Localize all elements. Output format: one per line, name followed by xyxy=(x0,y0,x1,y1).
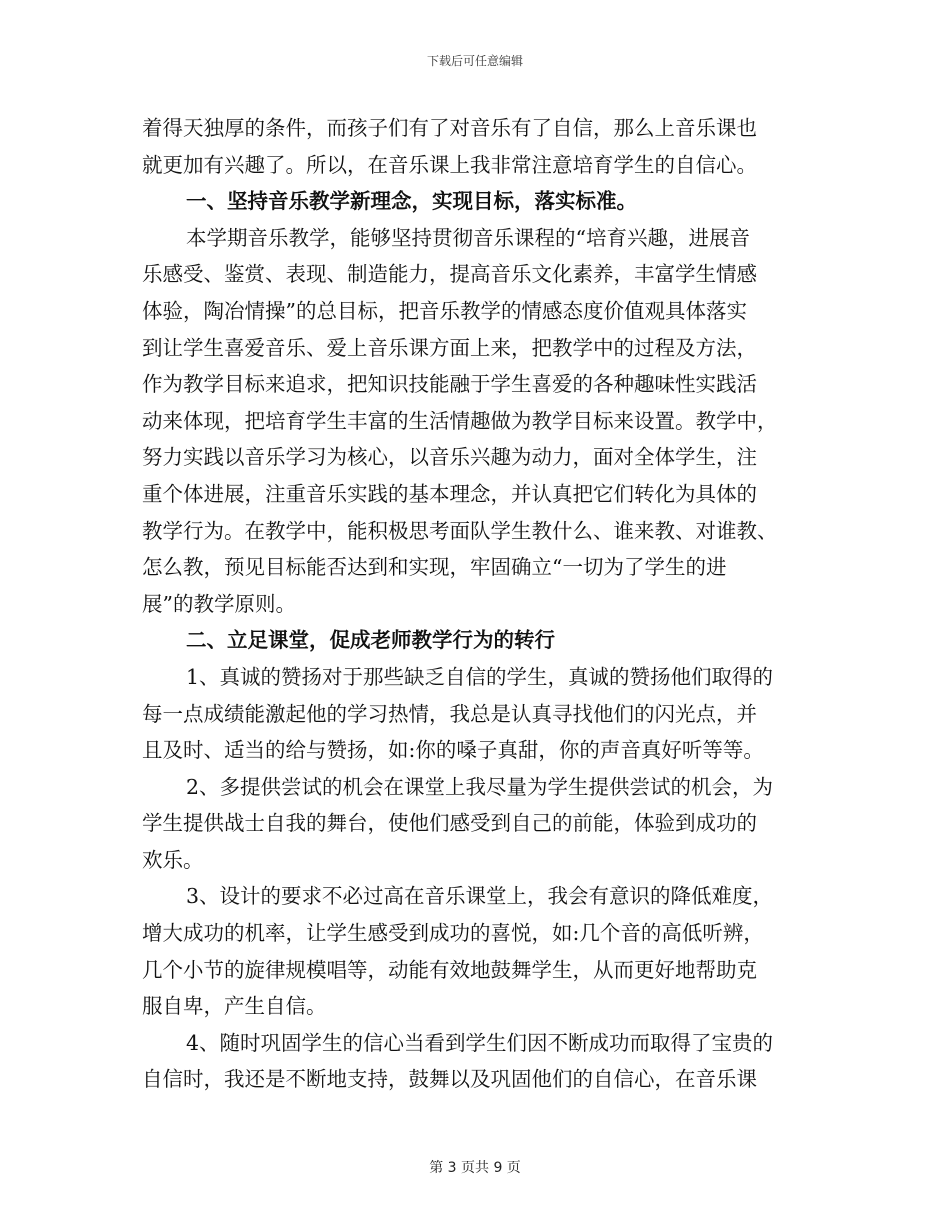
page-header: 下载后可任意编辑 xyxy=(426,54,523,68)
paragraph-line: 2、多提供尝试的机会在课堂上我尽量为学生提供尝试的机会，为 xyxy=(186,774,774,799)
paragraph-line: 服自卑，产生自信。 xyxy=(142,994,327,1019)
paragraph-line: 到让学生喜爱音乐、爱上音乐课方面上来，把教学中的过程及方法， xyxy=(142,335,757,360)
paragraph-line: 教学行为。在教学中，能积极思考面队学生教什么、谁来教、对谁教、 xyxy=(142,518,778,543)
paragraph-line: 学生提供战士自我的舞台，使他们感受到自己的前能，体验到成功的 xyxy=(142,811,757,836)
paragraph-line: 1、真诚的赞扬对于那些缺乏自信的学生，真诚的赞扬他们取得的 xyxy=(186,664,774,689)
paragraph-line: 重个体进展，注重音乐实践的基本理念，并认真把它们转化为具体的 xyxy=(142,481,757,506)
paragraph-line: 本学期音乐教学，能够坚持贯彻音乐课程的“培育兴趣，进展音 xyxy=(186,225,750,250)
section-heading: 一、坚持音乐教学新理念，实现目标，落实标准。 xyxy=(186,189,637,214)
section-heading: 二、立足课堂，促成老师教学行为的转行 xyxy=(186,628,555,653)
paragraph-line: 努力实践以音乐学习为核心，以音乐兴趣为动力，面对全体学生，注 xyxy=(142,445,757,470)
paragraph-line: 作为教学目标来追求，把知识技能融于学生喜爱的各种趣味性实践活 xyxy=(142,372,757,397)
document-body xyxy=(142,110,808,1098)
paragraph-line: 几个小节的旋律规模唱等，动能有效地鼓舞学生，从而更好地帮助克 xyxy=(142,957,757,982)
paragraph-line: 乐感受、鉴赏、表现、制造能力，提高音乐文化素养，丰富学生情感 xyxy=(142,262,757,287)
paragraph-line: 就更加有兴趣了。所以，在音乐课上我非常注意培育学生的自信心。 xyxy=(142,152,757,177)
paragraph-line: 怎么教，预见目标能否达到和实现，牢固确立“一切为了学生的进 xyxy=(142,555,727,580)
paragraph-line: 欢乐。 xyxy=(142,847,204,872)
paragraph-line: 4、随时巩固学生的信心当看到学生们因不断成功而取得了宝贵的 xyxy=(186,1030,774,1055)
paragraph-line: 展”的教学原则。 xyxy=(142,591,296,616)
paragraph-line: 每一点成绩能激起他的学习热情，我总是认真寻找他们的闪光点，并 xyxy=(142,701,757,726)
paragraph-line: 3、设计的要求不必过高在音乐课堂上，我会有意识的降低难度， xyxy=(186,884,774,909)
paragraph-line: 动来体现，把培育学生丰富的生活情趣做为教学目标来设置。教学中， xyxy=(142,408,778,433)
page-footer: 第 3 页共 9 页 xyxy=(429,1160,521,1176)
paragraph-line: 着得天独厚的条件，而孩子们有了对音乐有了自信，那么上音乐课也 xyxy=(142,116,757,140)
paragraph-line: 自信时，我还是不断地支持，鼓舞以及巩固他们的自信心，在音乐课 xyxy=(142,1067,757,1092)
paragraph-line: 体验，陶冶情操”的总目标，把音乐教学的情感态度价值观具体落实 xyxy=(142,298,747,323)
paragraph-line: 且及时、适当的给与赞扬，如:你的嗓子真甜，你的声音真好听等等。 xyxy=(142,738,764,763)
paragraph-line: 增大成功的机率，让学生感受到成功的喜悦，如:几个音的高低听辨， xyxy=(142,921,764,946)
